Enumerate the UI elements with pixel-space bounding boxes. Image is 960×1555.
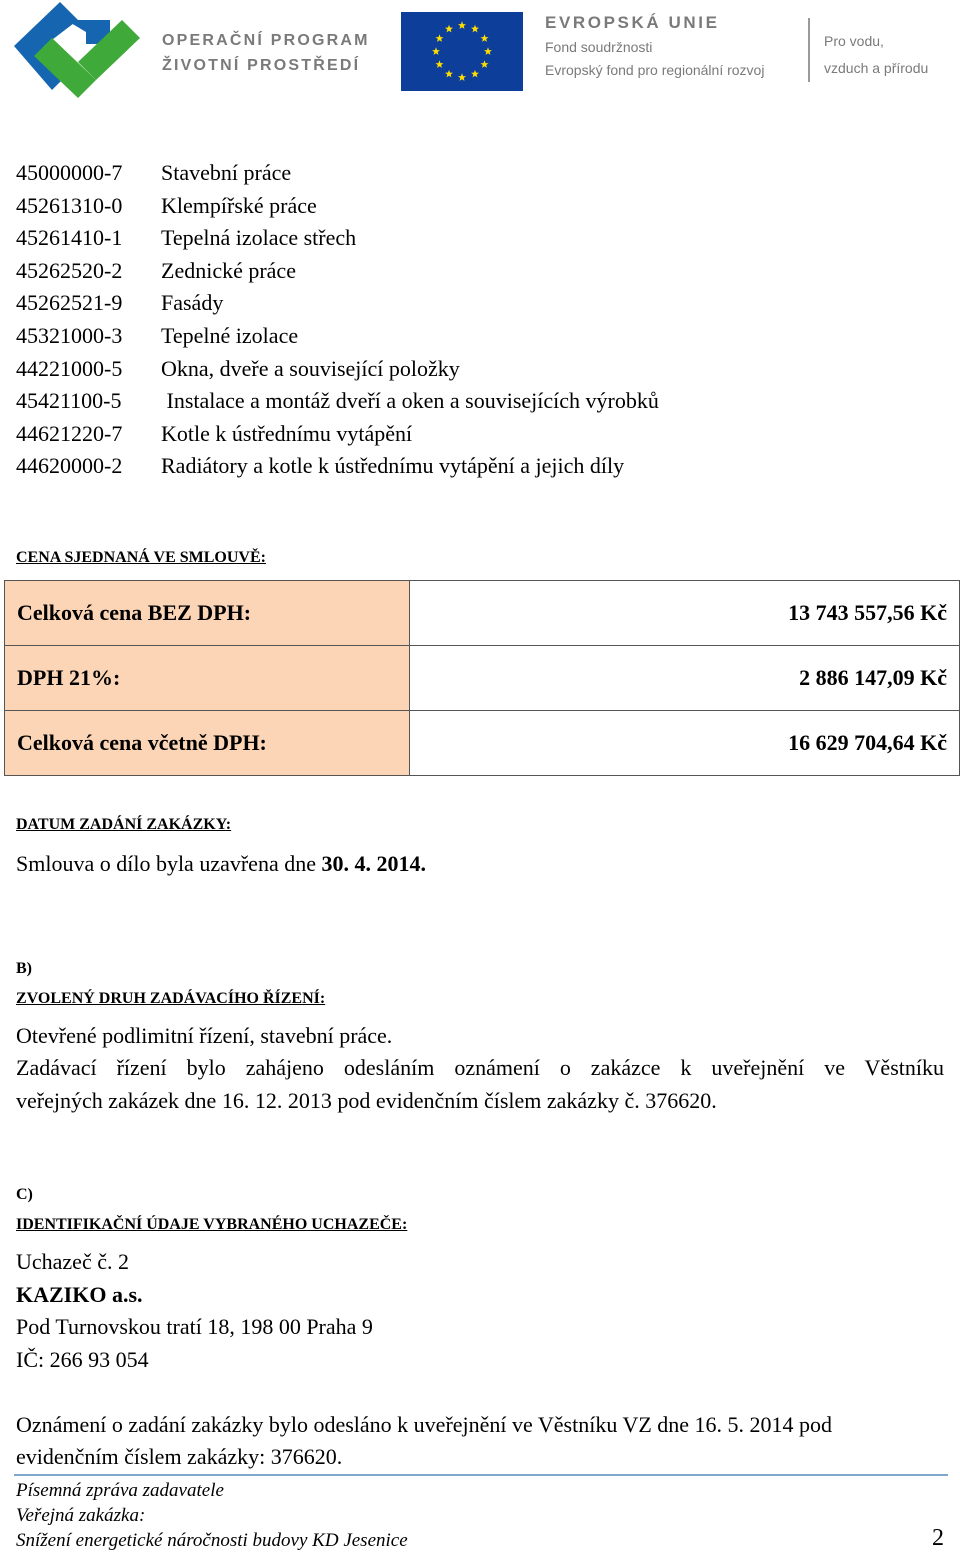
cpv-name: Fasády [161, 290, 224, 316]
cpv-code: 45261310-0 [16, 192, 123, 218]
price-table [4, 580, 960, 776]
opzp-logo-text [162, 28, 370, 78]
cpv-name: Okna, dveře a související položky [161, 355, 460, 381]
list-item [16, 320, 659, 353]
date-sentence: Smlouva o dílo byla uzavřena dne [16, 851, 322, 876]
list-item [16, 353, 659, 386]
slogan [824, 28, 928, 82]
cpv-name: Instalace a montáž dveří a oken a souvisejících výrobků [161, 388, 659, 414]
footer-line3: Snížení energetické náročnosti budovy KD Jesenice [16, 1530, 408, 1551]
slogan-line2: vzduch a přírodu [824, 60, 929, 76]
price-label: Celková cena BEZ DPH: [5, 581, 410, 646]
cpv-name: Klempířské práce [161, 192, 317, 218]
header-divider [808, 18, 810, 82]
price-value: 13 743 557,56 Kč [410, 581, 960, 646]
cpv-code: 45321000-3 [16, 322, 123, 348]
eu-flag-icon [401, 12, 523, 91]
section-b-heading: ZVOLENÝ DRUH ZADÁVACÍHO ŘÍZENÍ: [16, 990, 326, 1007]
price-label: Celková cena včetně DPH: [5, 711, 410, 776]
list-item [16, 157, 659, 190]
price-heading: CENA SJEDNANÁ VE SMLOUVĚ: [16, 549, 266, 566]
table-row [5, 711, 960, 776]
table-row [5, 581, 960, 646]
cpv-name: Radiátory a kotle k ústřednímu vytápění a jejich díly [161, 453, 625, 479]
cpv-code: 45262520-2 [16, 257, 123, 283]
cpv-name: Tepelná izolace střech [161, 225, 357, 251]
cpv-code: 44221000-5 [16, 355, 123, 381]
price-label: DPH 21%: [5, 646, 410, 711]
cpv-name: Kotle k ústřednímu vytápění [161, 420, 413, 446]
procedure-start-line1: Zadávací řízení bylo zahájeno odesláním oznámení o zakázce k uveřejnění ve Věstníku [16, 1055, 944, 1080]
opzp-line1: OPERAČNÍ PROGRAM [162, 32, 370, 49]
notice-line1: Oznámení o zadání zakázky bylo odesláno k uveřejnění ve Věstníku VZ dne 16. 5. 2014 pod [16, 1412, 833, 1437]
section-c-heading: IDENTIFIKAČNÍ ÚDAJE VYBRANÉHO UCHAZEČE: [16, 1216, 408, 1233]
footer-line1: Písemná zpráva zadavatele [16, 1480, 224, 1501]
cpv-code: 45261410-1 [16, 225, 123, 251]
cpv-code: 45262521-9 [16, 290, 123, 316]
cpv-name: Zednické práce [161, 257, 296, 283]
cpv-name: Tepelné izolace [161, 322, 299, 348]
list-item [16, 255, 659, 288]
notice-line2: evidenčním číslem zakázky: 376620. [16, 1444, 343, 1469]
list-item [16, 385, 659, 418]
date-heading: DATUM ZADÁNÍ ZAKÁZKY: [16, 816, 232, 833]
opzp-line2: ŽIVOTNÍ PROSTŘEDÍ [162, 57, 361, 74]
slogan-line1: Pro vodu, [824, 33, 884, 49]
eu-title: EVROPSKÁ UNIE [545, 13, 720, 32]
document-header [0, 0, 960, 110]
cpv-code: 45421100-5 [16, 388, 122, 414]
footer-divider [14, 1474, 948, 1476]
cpv-code: 44620000-2 [16, 453, 123, 479]
list-item [16, 450, 659, 483]
table-row [5, 646, 960, 711]
page-footer [16, 1478, 408, 1553]
company-address: Pod Turnovskou tratí 18, 198 00 Praha 9 [16, 1314, 373, 1339]
date-text [16, 848, 426, 881]
procedure-start-line2: veřejných zakázek dne 16. 12. 2013 pod evidenčním číslem zakázky č. 376620. [16, 1088, 717, 1113]
list-item [16, 418, 659, 451]
cpv-name: Stavební práce [161, 160, 292, 185]
eu-fund-regional: Evropský fond pro regionální rozvoj [545, 62, 765, 78]
list-item [16, 222, 659, 255]
price-value: 16 629 704,64 Kč [410, 711, 960, 776]
section-c-marker: C) [16, 1186, 33, 1203]
company-name: KAZIKO a.s. [16, 1282, 143, 1307]
list-item [16, 287, 659, 320]
cpv-list [16, 157, 659, 483]
cpv-code: 45000000-7 [16, 160, 123, 185]
company-ico: IČ: 266 93 054 [16, 1347, 149, 1372]
cpv-code: 44621220-7 [16, 420, 123, 446]
bidder-number: Uchazeč č. 2 [16, 1249, 129, 1274]
list-item [16, 190, 659, 223]
procedure-type: Otevřené podlimitní řízení, stavební práce. [16, 1023, 393, 1048]
eu-fund-cohesion: Fond soudržnosti [545, 39, 653, 55]
footer-line2: Veřejná zakázka: [16, 1505, 146, 1526]
section-b-marker: B) [16, 960, 32, 977]
contract-date: 30. 4. 2014. [321, 851, 426, 876]
page-number: 2 [932, 1525, 944, 1551]
price-value: 2 886 147,09 Kč [410, 646, 960, 711]
eu-logo-text [545, 12, 764, 80]
opzp-logo-icon [14, 2, 144, 100]
